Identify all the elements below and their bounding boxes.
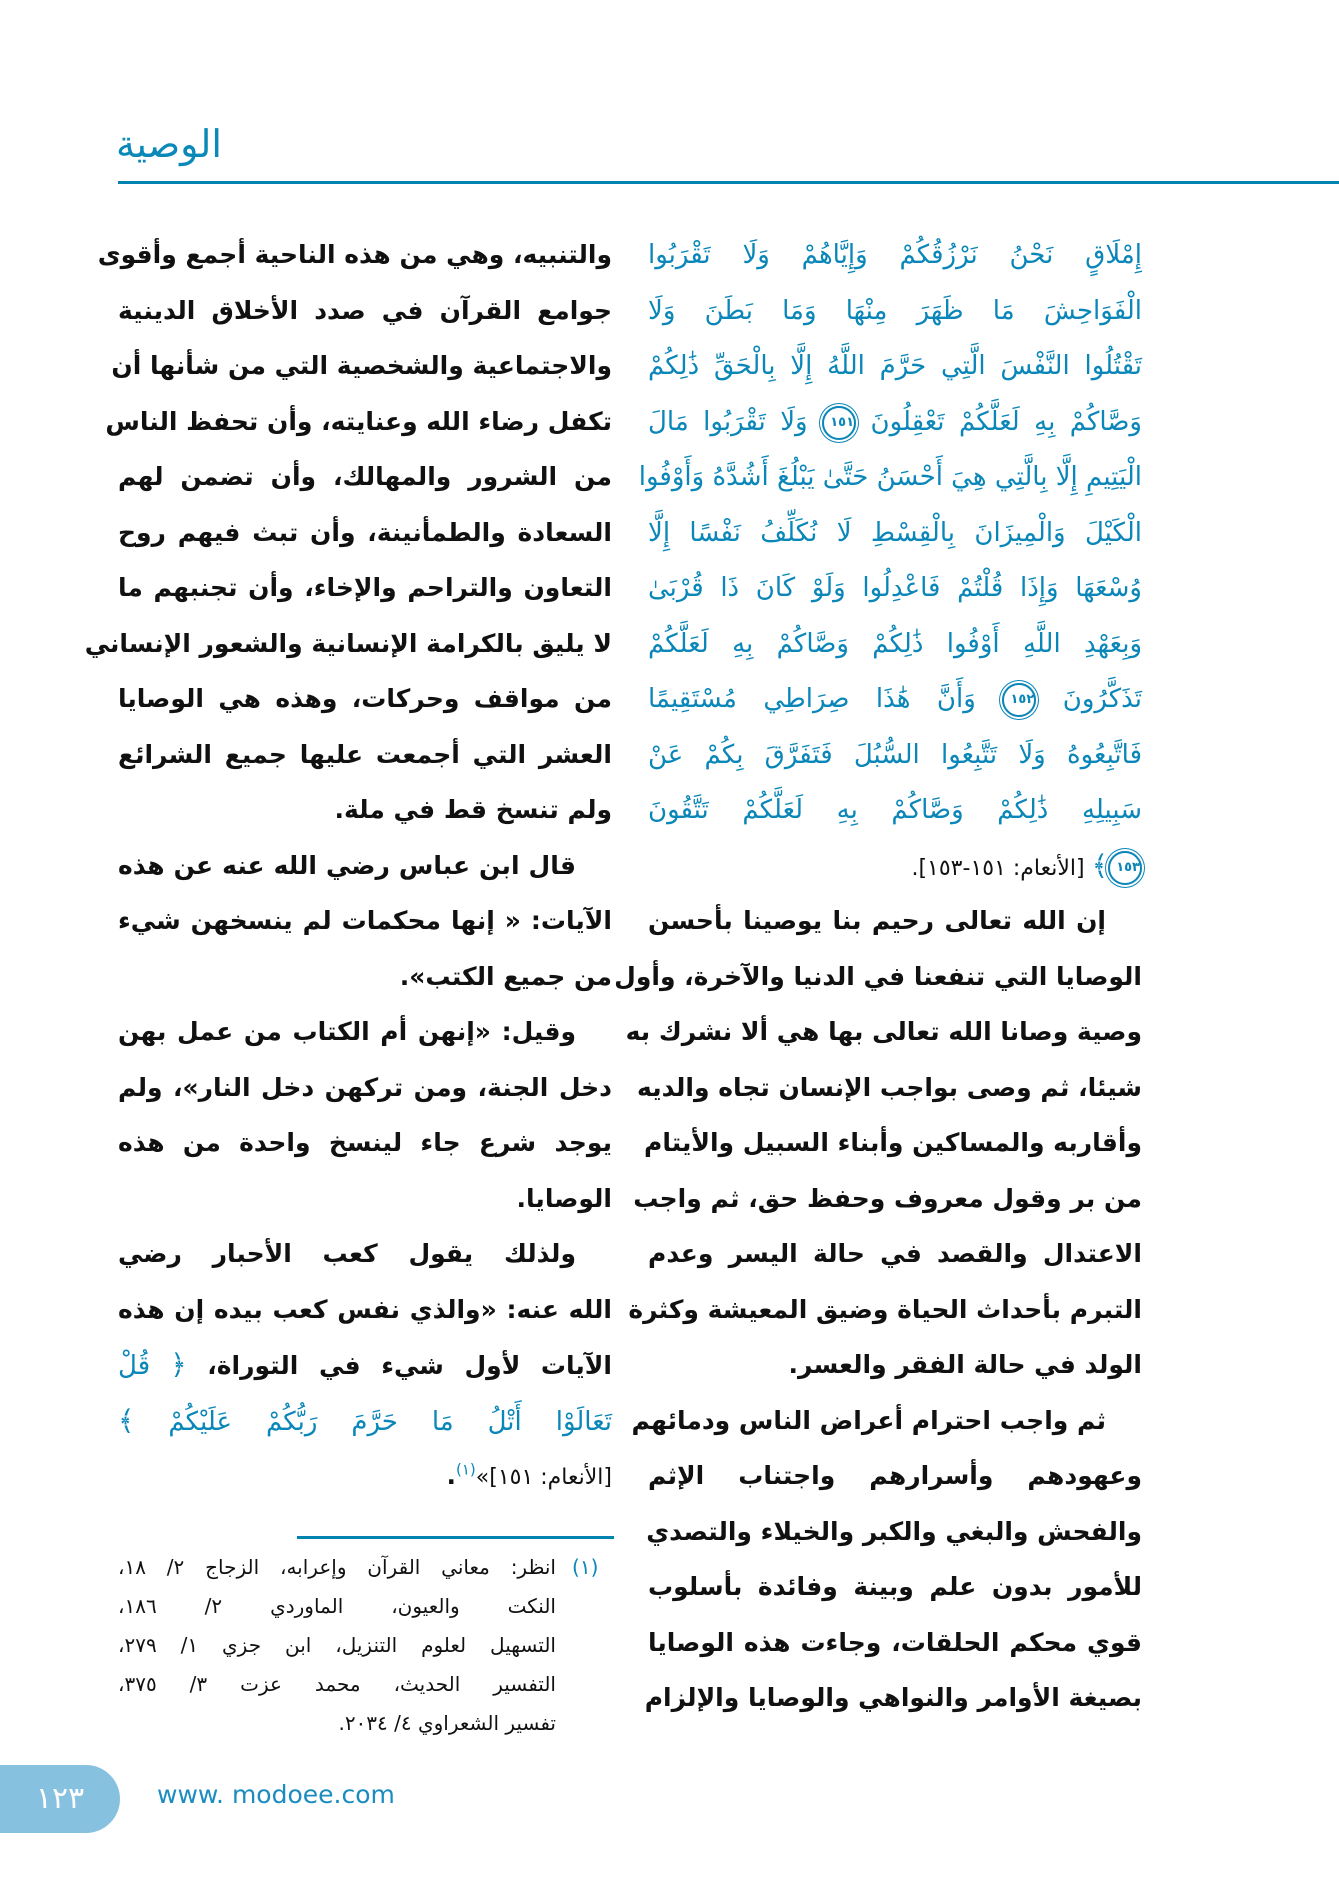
text-line [648, 505, 1142, 561]
text-line [648, 394, 1142, 450]
text-line [648, 838, 1142, 894]
body-text: لا يليق بالكرامة الإنسانية والشعور الإنساني [84, 628, 612, 658]
footnote-marker: (١) [572, 1555, 599, 1579]
text-line [648, 1559, 1142, 1615]
text-line [648, 560, 1142, 616]
text-line [118, 1171, 612, 1227]
body-text: ولذلك يقول كعب الأحبار رضي [118, 1239, 576, 1268]
text-line [118, 671, 612, 727]
footnotes [118, 1548, 556, 1743]
text-line [638, 449, 1142, 505]
body-text: وأقاربه والمساكين وأبناء السبيل والأيتام [644, 1128, 1142, 1157]
quran-text: تَعَالَوْا أَتْلُ مَا حَرَّمَ رَبُّكُمْ عَلَيْكُمْ [134, 1406, 612, 1437]
text-line [648, 1615, 1142, 1671]
text-line [637, 1060, 1142, 1116]
text-line [111, 338, 612, 394]
quran-text: الْيَتِيمِ إِلَّا بِالَّتِي هِيَ أَحْسَنُ حَتَّىٰ يَبْلُغَ أَشُدَّهُ وَأَوْفُوا [638, 462, 1142, 492]
body-text: والتنبيه، وهي من هذه الناحية أجمع وأقوى [97, 240, 612, 269]
quran-text: وَأَنَّ هَٰذَا صِرَاطِي مُسْتَقِيمًا [648, 684, 1003, 714]
body-text: . [446, 1461, 456, 1490]
body-text: الاعتدال والقصد في حالة اليسر وعدم [648, 1239, 1142, 1268]
quran-text: تَذَكَّرُونَ [1036, 684, 1142, 714]
left-text-column [84, 227, 612, 1504]
footnote-line: التسهيل لعلوم التنزيل، ابن جزي ١/ ٢٧٩، [118, 1633, 556, 1657]
body-text: تكفل رضاء الله وعنايته، وأن تحفظ الناس [105, 406, 612, 436]
ornate-bracket: ﴾ [1091, 848, 1108, 882]
body-text: وعهودهم وأسرارهم واجتناب الإثم [648, 1461, 1142, 1490]
body-text: شيئا، ثم وصى بواجب الإنسان تجاه والديه [637, 1072, 1142, 1102]
header-divider [118, 181, 1339, 184]
text-line [118, 1060, 612, 1116]
text-line [118, 560, 612, 616]
footnote-divider [297, 1536, 614, 1539]
verse-number-marker: ١٥١ [822, 406, 856, 440]
text-line [118, 283, 612, 339]
body-text: الوصايا التي تنفعنا في الدنيا والآخرة، وأول [614, 961, 1142, 991]
text-line [118, 1226, 612, 1282]
ornate-bracket: ﴿ [170, 1348, 187, 1381]
body-text: والفحش والبغي والكبر والخيلاء والتصدي [646, 1516, 1142, 1546]
text-line [118, 727, 612, 783]
quran-text: فَاتَّبِعُوهُ وَلَا تَتَّبِعُوا السُّبُلَ فَتَفَرَّقَ بِكُمْ عَنْ [648, 739, 1142, 770]
quran-text: الْفَوَاحِشَ مَا ظَهَرَ مِنْهَا وَمَا بَطَنَ وَلَا [648, 295, 1142, 326]
text-line [644, 1115, 1142, 1171]
body-text: من مواقف وحركات، وهذه هي الوصايا [118, 684, 612, 713]
body-text: التعاون والتراحم والإخاء، وأن تجنبهم ما [118, 573, 612, 602]
text-line [628, 1282, 1142, 1338]
text-line [648, 1448, 1142, 1504]
body-text: يوجد شرع جاء لينسخ واحدة من هذه [118, 1128, 612, 1157]
verse-number-marker: ١٥٣ [1108, 851, 1142, 885]
right-text-column [614, 227, 1142, 1726]
text-line [648, 671, 1142, 727]
text-line [84, 616, 612, 672]
body-text: بصيغة الأوامر والنواهي والوصايا والإلزام [644, 1683, 1142, 1712]
text-line [118, 1448, 612, 1504]
text-line [648, 782, 1142, 838]
text-line [648, 283, 1142, 339]
text-line [118, 838, 612, 894]
quran-text: تَقْتُلُوا النَّفْسَ الَّتِي حَرَّمَ اللَّهُ إِلَّا بِالْحَقِّ ذَٰلِكُمْ [648, 351, 1142, 381]
text-line [118, 893, 612, 949]
text-line [633, 1171, 1142, 1227]
quran-text: وَلَا تَقْرَبُوا مَالَ [648, 406, 823, 437]
body-text: التبرم بأحداث الحياة وضيق المعيشة وكثرة [628, 1294, 1142, 1324]
quran-reference: [الأنعام: ١٥١-١٥٣]. [911, 855, 1092, 881]
footnote-line: انظر: معاني القرآن وإعرابه، الزجاج ٢/ ١٨، [118, 1555, 556, 1579]
footnote-line: النكت والعيون، الماوردي ٢/ ١٨٦، [118, 1594, 556, 1618]
ornate-bracket: ﴾ [118, 1403, 135, 1437]
body-text: إن الله تعالى رحيم بنا يوصينا بأحسن [648, 906, 1106, 935]
quran-text: إِمْلَاقٍ نَحْنُ نَرْزُقُكُمْ وَإِيَّاهُمْ وَلَا تَقْرَبُوا [648, 240, 1142, 270]
body-text: الآيات: « إنها محكمات لم ينسخهن شيء [118, 906, 612, 935]
body-text: والاجتماعية والشخصية التي من شأنها أن [111, 351, 612, 380]
text-line [118, 505, 612, 561]
text-line [118, 1004, 612, 1060]
body-text: من الشرور والمهالك، وأن تضمن لهم [118, 462, 612, 491]
body-text: وصية وصانا الله تعالى بها هي ألا نشرك به [625, 1017, 1142, 1046]
body-text: الولد في حالة الفقر والعسر. [788, 1350, 1142, 1379]
text-line [614, 949, 1142, 1005]
text-line [648, 1337, 1142, 1393]
text-line [118, 449, 612, 505]
text-line [644, 1670, 1142, 1726]
body-text: جوامع القرآن في صدد الأخلاق الدينية [118, 295, 612, 325]
body-text: وقيل: «إنهن أم الكتاب من عمل بهن [118, 1017, 576, 1046]
body-text: ولم تنسخ قط في ملة. [334, 795, 612, 824]
quran-text: وُسْعَهَا وَإِذَا قُلْتُمْ فَاعْدِلُوا وَلَوْ كَانَ ذَا قُرْبَىٰ [648, 573, 1142, 603]
text-line [648, 616, 1142, 672]
body-text: العشر التي أجمعت عليها جميع الشرائع [118, 739, 612, 769]
text-line [648, 338, 1142, 394]
body-text: السعادة والطمأنينة، وأن تبث فيهم روح [118, 517, 612, 547]
text-line [118, 782, 612, 838]
quran-text: الْكَيْلَ وَالْمِيزَانَ بِالْقِسْطِ لَا نُكَلِّفُ نَفْسًا إِلَّا [648, 517, 1142, 548]
quran-text: سَبِيلِهِ ذَٰلِكُمْ وَصَّاكُمْ بِهِ لَعَلَّكُمْ تَتَّقُونَ [648, 795, 1142, 825]
body-text: للأمور بدون علم وبينة وفائدة بأسلوب [648, 1572, 1142, 1601]
text-line [648, 893, 1142, 949]
verse-number-marker: ١٥٢ [1002, 683, 1036, 717]
text-line [648, 727, 1142, 783]
text-line [648, 227, 1142, 283]
body-text: الوصايا. [516, 1183, 612, 1213]
quran-reference: [الأنعام: ١٥١]» [475, 1465, 612, 1490]
text-line [648, 1504, 1142, 1560]
text-line [105, 394, 612, 450]
text-line [118, 1337, 612, 1393]
quran-text: قُلْ [118, 1351, 171, 1381]
text-line [118, 949, 612, 1005]
footnote-reference[interactable]: (١) [456, 1460, 476, 1479]
body-text: دخل الجنة، ومن تركهن دخل النار»، ولم [118, 1072, 612, 1102]
page-number-badge: ١٢٣ [0, 1765, 120, 1833]
body-text: من جميع الكتب». [399, 961, 612, 991]
text-line [648, 1226, 1142, 1282]
text-line [118, 1393, 612, 1449]
text-line [631, 1393, 1142, 1449]
body-text: من بر وقول معروف وحفظ حق، ثم واجب [633, 1183, 1142, 1213]
body-text: قال ابن عباس رضي الله عنه عن هذه [118, 850, 576, 880]
text-line [97, 227, 612, 283]
website-link[interactable]: www. modoee.com [157, 1780, 395, 1809]
chapter-title: الوصية [116, 122, 222, 166]
body-text: قوي محكم الحلقات، وجاءت هذه الوصايا [648, 1627, 1142, 1657]
body-text: ثم واجب احترام أعراض الناس ودمائهم [631, 1405, 1106, 1435]
body-text: الله عنه: «والذي نفس كعب بيده إن هذه [118, 1294, 612, 1324]
body-text: الآيات لأول شيء في التوراة، [186, 1351, 612, 1380]
text-line [118, 1282, 612, 1338]
footnote-line: التفسير الحديث، محمد عزت ٣/ ٣٧٥، [118, 1672, 556, 1696]
quran-text: وَبِعَهْدِ اللَّهِ أَوْفُوا ذَٰلِكُمْ وَصَّاكُمْ بِهِ لَعَلَّكُمْ [648, 628, 1142, 659]
text-line [625, 1004, 1142, 1060]
quran-text: وَصَّاكُمْ بِهِ لَعَلَّكُمْ تَعْقِلُونَ [856, 406, 1142, 437]
text-line [118, 1115, 612, 1171]
footnote-line: تفسير الشعراوي ٤/ ٢٠٣٤. [338, 1711, 556, 1735]
